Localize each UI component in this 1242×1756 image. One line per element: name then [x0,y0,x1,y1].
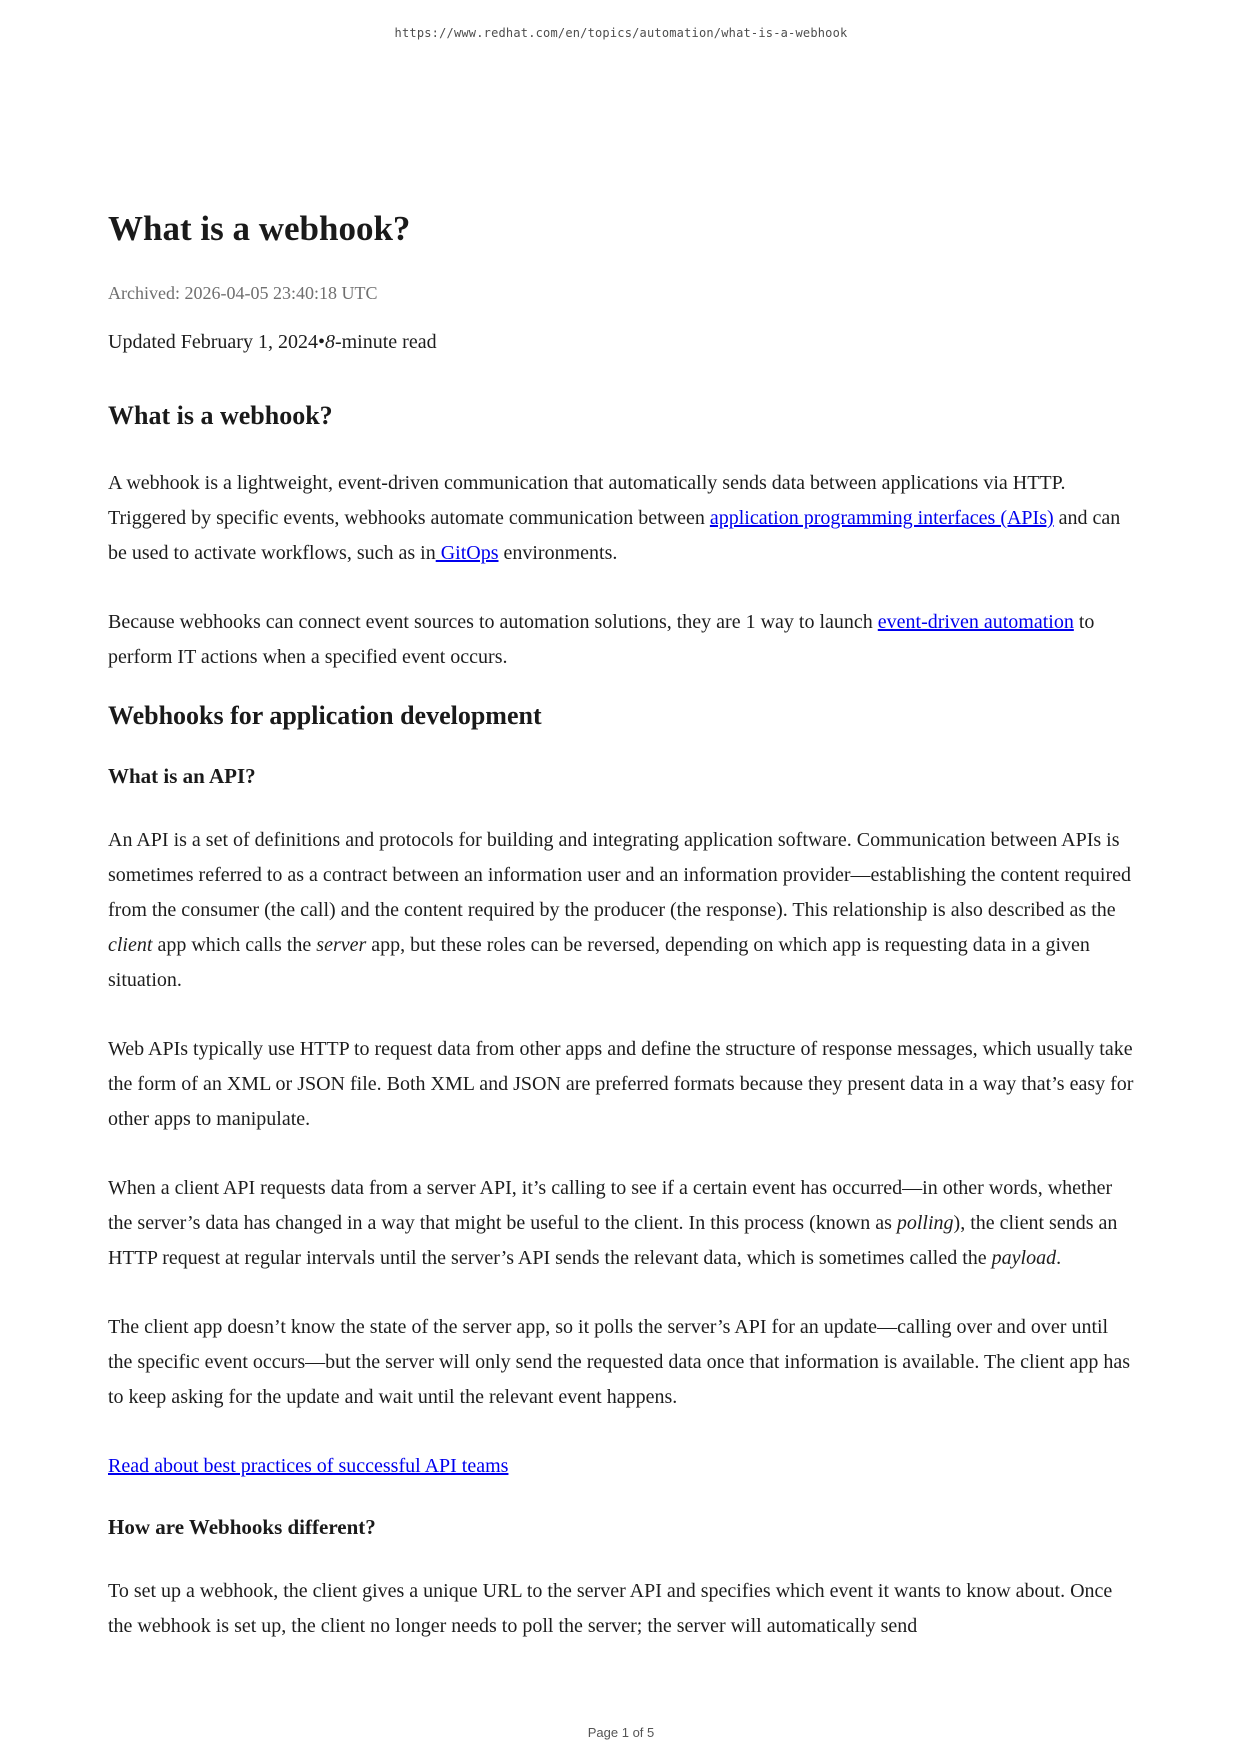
text-run: ), the client sends an HTTP request at regular intervals until the server’s API sends the relevant data, which is sometimes called the [108,1211,1118,1269]
text-run: Updated February 1, 2024• [108,331,325,353]
italic-text: client [108,933,153,956]
page-url-header: https://www.redhat.com/en/topics/automation/what-is-a-webhook [394,26,848,40]
text-run: . [1056,1246,1062,1269]
text-run: to perform IT actions when a specified event occurs. [108,611,1095,669]
paragraph-api-3 [108,1171,1134,1276]
paragraph-api-4: The client app doesn’t know the state of the server app, so it polls the server’s API for an update—calling over and over until the specific event occurs—but the server will only send the requested data once that information is available. The client app has to keep asking for the update and wait until the relevant event happens. [108,1315,1131,1408]
text-run: app which calls the [152,933,317,956]
paragraph-link [108,1449,1134,1484]
api-teams-link[interactable]: Read about best practices of successful API teams [108,1454,509,1477]
paragraph-webhook-1 [108,466,1134,571]
text-run: app, but these roles can be reversed, depending on which app is requesting data in a given situation. [108,933,1090,991]
inline-link[interactable]: application programming interfaces (APIs) [709,507,1054,530]
italic-text: polling [896,1211,954,1234]
inline-link[interactable]: event-driven automation [877,611,1074,634]
subsection-heading-what-is-an-api: What is an API? [108,763,256,788]
article-title: What is a webhook? [108,209,411,248]
text-run: A webhook is a lightweight, event-driven communication that automatically sends data between applications via HTTP. Triggered by specific events, webhooks automate communication between [108,472,1066,530]
article-content [108,0,1134,1644]
paragraph-api-2: Web APIs typically use HTTP to request data from other apps and define the structure of response messages, which usually take the form of an XML or JSON file. Both XML and JSON are preferred formats because they present data in a way that’s easy for other apps to manipulate. [108,1037,1134,1130]
text-run: environments. [498,542,618,565]
paragraph-api-1 [108,823,1134,998]
section-heading-what-is-a-webhook: What is a webhook? [108,401,333,430]
updated-byline [108,330,1134,355]
paragraph-diff-1: To set up a webhook, the client gives a unique URL to the server API and specifies which event it wants to know about. Once the webhook is set up, the client no longer needs to poll the server; the server will automatically send [108,1580,1113,1638]
text-run: -minute read [334,331,437,353]
text-run: When a client API requests data from a server API, it’s calling to see if a certain event has occurred—in other words, whether the server’s data has changed in a way that might be useful to the client. In this process (known as [108,1176,1113,1234]
subsection-heading-how-are-webhooks-different: How are Webhooks different? [108,1514,376,1539]
italic-text: payload [991,1246,1057,1269]
section-heading-application-development: Webhooks for application development [108,701,542,731]
inline-link[interactable]: GitOps [435,542,499,565]
page-number: Page 1 of 5 [587,1725,655,1740]
text-run: Because webhooks can connect event sources to automation solutions, they are 1 way to launch [108,611,878,634]
italic-text: 8 [324,331,335,353]
paragraph-webhook-2 [108,605,1134,675]
italic-text: server [316,933,367,956]
text-run: and can be used to activate workflows, such as in [108,507,1121,565]
text-run: An API is a set of definitions and protocols for building and integrating application software. Communication between APIs is sometimes referred to as a contract between an information user and an information provider—establishing the content required from the consumer (the call) and the content required by the producer (the response). This relationship is also described as the [108,828,1131,921]
archived-timestamp: Archived: 2026-04-05 23:40:18 UTC [108,283,378,303]
